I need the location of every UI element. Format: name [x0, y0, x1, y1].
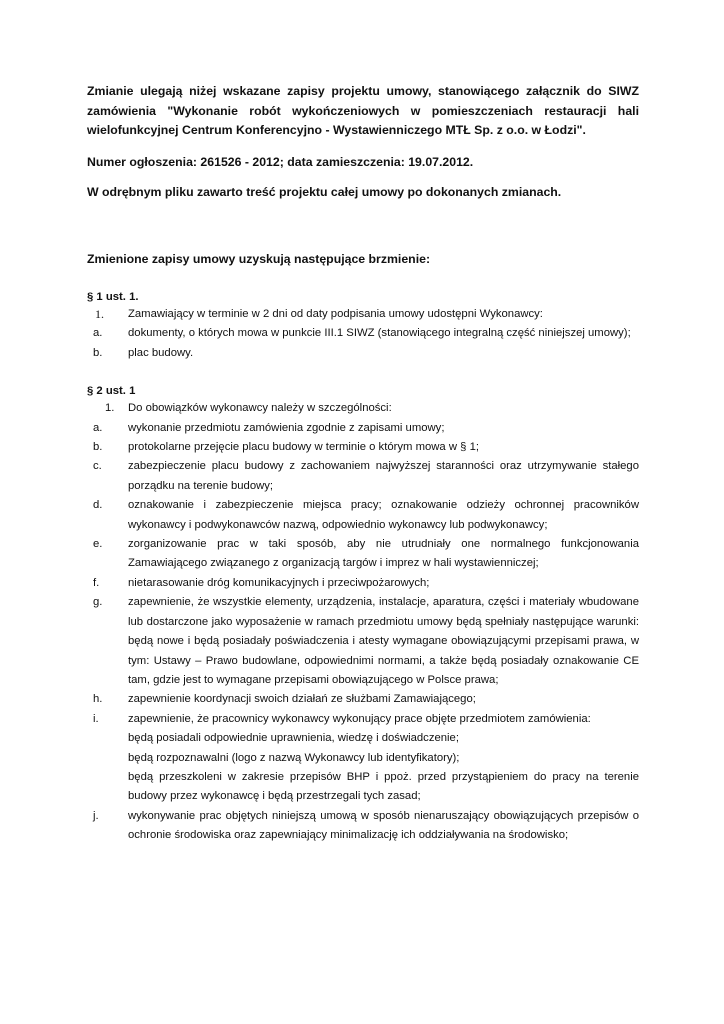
list-item-text: zorganizowanie prac w taki sposób, aby nie utrudniały one normalnego funkcjonowania Zamawiającego związanego z organizacją targów i imprez w hali wystawienniczej; — [128, 538, 639, 570]
list-item — [87, 535, 639, 574]
list-marker: b. — [93, 346, 103, 359]
list-item — [87, 593, 639, 690]
list-marker: 1. — [105, 402, 115, 415]
list-marker: c. — [93, 460, 102, 473]
list-item — [87, 305, 639, 324]
list-marker: e. — [93, 538, 103, 551]
list-item-text: zabezpieczenie placu budowy z zachowaniem najwyższej staranności oraz utrzymywanie stałego porządku na terenie budowy; — [128, 460, 639, 492]
list-item — [87, 438, 639, 457]
list-marker: d. — [93, 499, 103, 512]
list-item-text: protokolarne przejęcie placu budowy w terminie o którym mowa w § 1; — [128, 441, 479, 454]
list-item — [87, 419, 639, 438]
list-item — [87, 574, 639, 593]
list-item — [87, 324, 639, 343]
notice-number: Numer ogłoszenia: 261526 - 2012; data zamieszczenia: 19.07.2012. — [87, 154, 474, 169]
list-marker: i. — [93, 712, 99, 725]
changed-clauses-heading: Zmienione zapisy umowy uzyskują następujące brzmienie: — [87, 251, 431, 266]
list-subline: będą rozpoznawalni (logo z nazwą Wykonawcy lub identyfikatory); — [128, 751, 460, 764]
list-item — [87, 399, 639, 418]
list-marker: g. — [93, 596, 103, 609]
section-1-heading: § 1 ust. 1. — [87, 291, 139, 303]
section-2-heading: § 2 ust. 1 — [87, 385, 136, 398]
list-marker: j. — [93, 809, 99, 822]
list-item — [87, 710, 639, 807]
list-item — [87, 807, 639, 846]
list-item — [87, 496, 639, 535]
list-item-text: Zamawiający w terminie w 2 dni od daty podpisania umowy udostępni Wykonawcy: — [128, 308, 543, 320]
list-item-text: dokumenty, o których mowa w punkcie III.1 SIWZ (stanowiącego integralną część niniejszej umowy); — [128, 327, 631, 340]
intro-paragraph: Zmianie ulegają niżej wskazane zapisy projektu umowy, stanowiącego załącznik do SIWZ zamówienia "Wykonanie robót wykończeniowych w pomieszczeniach restauracji hali wielofunkcyjnej Centrum Konferencyjno - Wystawienniczego MTŁ Sp. z o.o. w Łodzi". — [87, 84, 639, 137]
list-item-text: wykonywanie prac objętych niniejszą umową w sposób nienaruszający obowiązujących przepisów o ochronie środowiska oraz zapewniający minimalizację ich oddziaływania na środowisko; — [128, 809, 639, 842]
list-marker: f. — [93, 576, 100, 589]
list-subline: będą przeszkoleni w zakresie przepisów BHP i ppoż. przed przystąpieniem do pracy na terenie budowy przez wykonawcę i będą przestrzegali tych zasad; — [128, 770, 639, 803]
list-item-text: zapewnienie, że wszystkie elementy, urządzenia, instalacje, aparatura, części i materiały wbudowane lub dostarczone jako wyposażenie w ramach przedmiotu umowy będą spełniały następujące warunki: będą nowe i będą posiadały poświadczenia i atesty wymagane obowiązującymi przepisami prawa, w tym: Ustawy – Prawo budowlane, odpowiednimi normami, a także będą posiadały oznakowanie CE tam, gdzie jest to wymagane przepisami obowiązującego w Polsce prawa; — [128, 596, 639, 686]
list-item-text: Do obowiązków wykonawcy należy w szczególności: — [128, 402, 392, 415]
list-marker: b. — [93, 441, 103, 454]
list-item-text: wykonanie przedmiotu zamówienia zgodnie z zapisami umowy; — [128, 421, 445, 434]
list-item-text: plac budowy. — [128, 346, 194, 359]
list-item-text: zapewnienie, że pracownicy wykonawcy wykonujący prace objęte przedmiotem zamówienia: — [128, 712, 591, 725]
list-item-text: zapewnienie koordynacji swoich działań ze służbami Zamawiającego; — [128, 693, 476, 706]
list-item — [87, 690, 639, 709]
section-1-list — [87, 305, 639, 363]
list-item-text: oznakowanie i zabezpieczenie miejsca pracy; oznakowanie odzieży ochronnej pracowników wykonawcy i podwykonawców nazwą, odpowiednio wykonawcy lub podwykonawcy; — [128, 499, 639, 531]
list-marker: 1. — [95, 307, 104, 321]
document-page — [87, 82, 639, 846]
section-2-list — [87, 399, 639, 845]
list-marker: a. — [93, 421, 103, 434]
list-marker: h. — [93, 693, 103, 706]
list-subline: będą posiadali odpowiednie uprawnienia, wiedzę i doświadczenie; — [128, 732, 459, 745]
list-marker: a. — [93, 327, 103, 340]
list-item — [87, 344, 639, 363]
list-item-text: nietarasowanie dróg komunikacyjnych i przeciwpożarowych; — [128, 576, 430, 589]
list-item — [87, 457, 639, 496]
separate-file-note: W odrębnym pliku zawarto treść projektu całej umowy po dokonanych zmianach. — [87, 185, 562, 199]
